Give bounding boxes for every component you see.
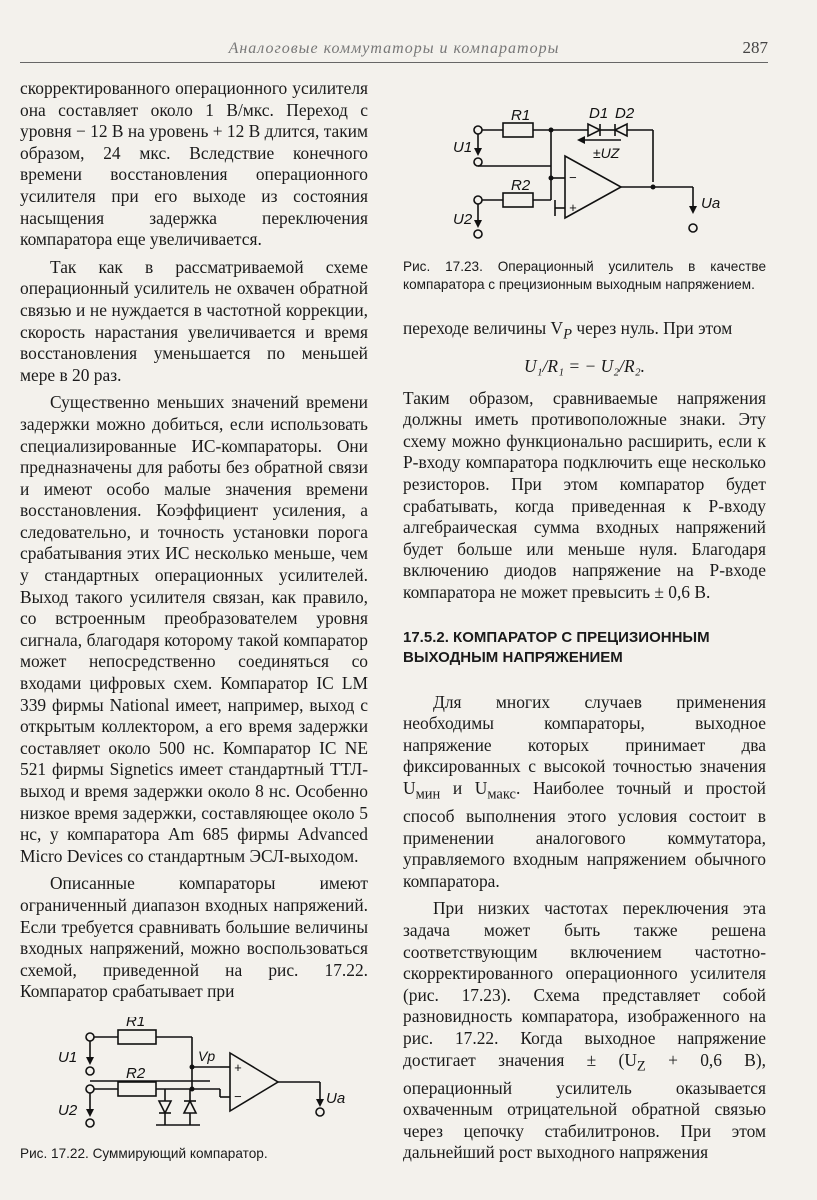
plus-label: + [234,1059,242,1075]
r1-label: R1 [126,1016,146,1030]
paragraph: Так как в рассматриваемой схеме операционный усилитель не охвачен обратной связью и не нуждается в частотной коррекции, скорость нарастания увеличивается и время восстановления уменьшается по меньшей мере в 20 раз. [20,256,368,385]
paragraph: Для многих случаев применения необходимы компараторы, выходное напряжение которых принимает два фиксированных с высокой точностью значения $U_{мин}$ и $U_{макс}$. Наиболее точный и простой способ выполнения этого условия состоит в применении аналогового коммутатора, управляемого входным напряжением обычного компаратора. [403,691,766,891]
uz-label: ±UZ [593,145,620,161]
minus-label: − [234,1088,242,1104]
left-column [20,78,368,1163]
figure-17-23 [403,100,766,294]
r2-label: R2 [511,177,531,194]
figure-17-22 [20,1017,368,1163]
paragraph: При низких частотах переключения эта задача может быть также решена соответствующим включением частотно-скорректированного операционного усилителя (рис. 17.23). Схема представляет собой разновидность компаратора, изображенного на рис. 17.22. Когда выходное напряжение достигает значения ± ($U_Z + 0,6$ В), операционный усилитель оказывается охваченным отрицательной обратной связью через цепочку стабилитронов. При этом дальнейший рост выходного напряжения [403,898,766,1163]
ua-label: Ua [326,1089,346,1107]
right-column [403,100,766,1164]
summing-comparator-schematic [20,1017,368,1139]
figure-caption: Рис. 17.22. Суммирующий компаратор. [20,1145,268,1161]
equation: U₁/R₁ = − U₂/R₂. [523,356,646,377]
ua-label: Ua [701,195,721,212]
page-number: 287 [742,38,768,57]
precision-comparator-schematic [403,100,766,248]
u1-label: U1 [58,1048,78,1066]
r2-label: R2 [126,1064,146,1082]
d1-label: D1 [589,105,609,122]
paragraph: переходе величины $V_P$ через нуль. При этом [403,318,733,343]
page-header [20,38,768,63]
u2-label: U2 [58,1101,78,1119]
paragraph: скорректированного операционного усилителя она составляет около 1 В/мкс. Переход с уровня − 12 В на уровень + 12 В длится, таким образом, 24 мкс. Вследствие конечного времени восстановления операционного усилителя при его выходе из состояния насыщения задержка переключения компаратора еще увеличивается. [20,78,368,250]
d2-label: D2 [615,105,635,122]
u2-label: U2 [453,211,473,228]
minus-label: − [569,170,577,185]
paragraph: Существенно меньших значений времени задержки можно добиться, если использовать специализированные ИС-компараторы. Они предназначены для работы без обратной связи и имеют особо малые значения времени восстановления. Коэффициент усиления, а следовательно, и точность установки порога срабатывания этих ИС несколько меньше, чем у стандартных операционных усилителей. Выход такого усилителя связан, как правило, со встроенным преобразователем уровня сигнала, благодаря которому такой компаратор может непосредственно соединяться со входами цифровых схем. Компаратор IC LM 339 фирмы National имеет, например, выход с открытым коллектором, а его время задержки составляет около 500 нс. Компаратор IC NE 521 фирмы Signetics имеет стандартный ТТЛ-выход и время задержки около 8 нс. Особенно низкое время задержки, составляющее около 5 нс, у компаратора Am 685 фирмы Advanced Micro Devices со стандартным ЭСЛ-выходом. [20,392,368,866]
figure-caption: Рис. 17.23. Операционный усилитель в качестве компаратора с прецизионным выходным напряжением. [403,259,766,292]
section-heading: 17.5.2. КОМПАРАТОР С ПРЕЦИЗИОННЫМ ВЫХОДНЫМ НАПРЯЖЕНИЕМ [403,628,710,666]
vp-label: Vp [198,1047,216,1064]
plus-label: + [569,200,577,215]
r1-label: R1 [511,107,531,124]
u1-label: U1 [453,139,473,156]
paragraph: Описанные компараторы имеют ограниченный диапазон входных напряжений. Если требуется сравнивать большие величины входных напряжений, можно воспользоваться схемой, приведенной на рис. 17.22. Компаратор срабатывает при [20,873,368,1002]
running-title: Аналоговые коммутаторы и компараторы [228,40,560,57]
paragraph: Таким образом, сравниваемые напряжения должны иметь противоположные знаки. Эту схему можно функционально расширить, если к P-входу компаратора подключить еще несколько резисторов. При этом компаратор будет срабатывать, когда приведенная к P-входу алгебраическая сумма входных напряжений будет больше или меньше нуля. Благодаря включению диодов напряжение на P-входе компаратора не может превысить ± 0,6 В. [403,387,766,602]
